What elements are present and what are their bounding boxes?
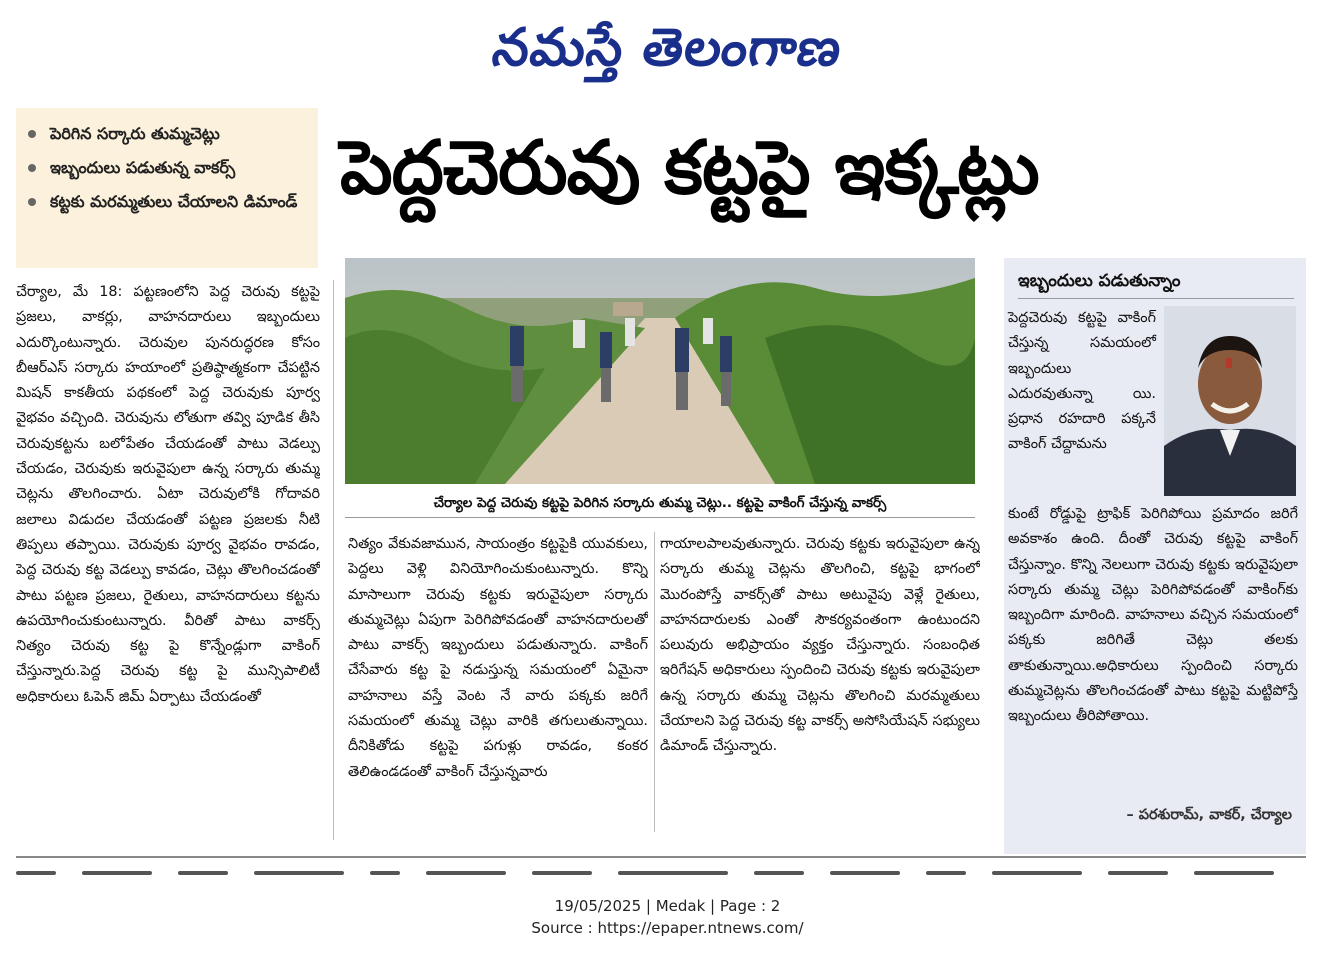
article-column-1: చేర్యాల, మే 18: పట్టణంలోని పెద్ద చెరువు కట్టపై ప్రజలు, వాకర్లు, వాహనదారులు ఇబ్బందులు ఎదుర్కొంటున్నారు. చెరువుల పునరుద్ధరణ కోసం బీఆర్ఎస్ సర్కారు హయాంలో ప్రతిష్ఠాత్మకంగా చేపట్టిన మిషన్ కాకతీయ పథకంలో పెద్ద చెరువుకు పూర్వ వైభవం వచ్చింది. చెరువును లోతుగా తవ్వి పూడిక తీసి చెరువుకట్టను బలోపేతం చేయడంతో పాటు వెడల్పు చేయడం, చెరువుకు ఇరువైపులా ఉన్న సర్కారు తుమ్మ చెట్లను తొలగించారు. ఏటా చెరువులోకి గోదావరి జలాలు విడుదల చేయడంతో పట్టణ ప్రజలకు నీటి తిప్పలు తప్పాయి. చెరువుకు పూర్వ వైభవం రావడం, పెద్ద చెరువు కట్ట వెడల్పు కావడం, చెట్లు తొలగించడంతో పాటు పట్టణ ప్రజలు, రైతులు, వాహనదారులు కట్టను ఉపయోగించుకుంటున్నారు. వీరితో పాటు వాకర్స్ నిత్యం చెరువు కట్ట పై కొన్నేండ్లుగా వాకింగ్ చేస్తున్నారు.పెద్ద చెరువు కట్ట పై మున్సిపాలిటీ అధికారులు ఓపెన్ జిమ్ ఏర్పాటు చేయడంతో (16, 284, 320, 705)
newspaper-logo-title: నమస్తే తెలంగాణ (488, 17, 847, 78)
highlight-text: ఇబ్బందులు పడుతున్న వాకర్స్ (50, 158, 236, 177)
sidebox-quote-bottom: కుంటే రోడ్డుపై ట్రాఫిక్ పెరిగిపోయి ప్రమాదం జరిగే అవకాశం ఉంది. దీంతో చెరువు కట్టపై వాకింగ్ చేస్తున్నాం. కొన్ని నెలలుగా చెరువు కట్టకు ఇరువైపులా సర్కారు తుమ్మ చెట్లు పెరిగిపోవడంతో వాకింగ్‌కు ఇబ్బందిగా మారింది. వాహనాలు వచ్చిన సమయంలో పక్కకు జరిగితే చెట్లు తలకు తాకుతున్నాయి.అధికారులు స్పందించి సర్కారు తుమ్మచెట్లను తొలగించడంతో పాటు కట్టపై మట్టిపోస్తే ఇబ్బందులు తీరిపోతాయి. (1008, 506, 1298, 725)
highlight-text: కట్టకు మరమ్మతులు చేయాలని డిమాండ్ (50, 192, 298, 211)
column-divider (654, 532, 655, 832)
masthead (0, 8, 1335, 90)
quote-sidebox (1004, 258, 1306, 854)
highlights-box (16, 108, 318, 268)
article-column-3: గాయాలపాలవుతున్నారు. చెరువు కట్టకు ఇరువైపులా ఉన్న సర్కారు తుమ్మ చెట్లను తొలగించి, కట్టపై భాగంలో మొరంపోస్తే వాకర్స్‌తో పాటు అటువైపు వెళ్లే రైతులు, వాహనదారులకు ఎంతో సౌకర్యవంతంగా ఉంటుందని పలువురు అభిప్రాయం వ్యక్తం చేస్తున్నారు. సంబంధిత ఇరిగేషన్ అధికారులు స్పందించి చెరువు కట్టకు ఇరువైపులా ఉన్న సర్కారు తుమ్మ చెట్లను తొలగించి మరమ్మతులు చేయాలని పెద్ద చెరువు కట్ట వాకర్స్ అసోసియేషన్ సభ్యులు డిమాండ్ చేస్తున్నారు. (660, 536, 980, 755)
bullet-dot-icon (28, 198, 36, 206)
walkers-on-bund-photo (345, 258, 975, 484)
highlight-text: పెరిగిన సర్కారు తుమ్మచెట్లు (50, 124, 220, 143)
footer-date-edition-page: 19/05/2025 | Medak | Page : 2 (554, 897, 781, 915)
photo-caption: చేర్యాల పెద్ద చెరువు కట్టపై పెరిగిన సర్కారు తుమ్మ చెట్లు.. కట్టపై వాకింగ్ చేస్తున్న వాకర్స్ (345, 488, 975, 518)
article-column-2: నిత్యం వేకువజామున, సాయంత్రం కట్టపైకి యువకులు, పెద్దలు వెళ్లి వినియోగించుకుంటున్నారు. కొన్ని మాసాలుగా చెరువు కట్టకు ఇరువైపులా సర్కారు తుమ్మచెట్లు ఏపుగా పెరిగిపోవడంతో వాహనదారులతో పాటు వాకర్స్ ఇబ్బందులు పడుతున్నారు. వాకింగ్ చేసేవారు కట్ట పై నడుస్తున్న సమయంలో ఏమైనా వాహనాలు వస్తే వెంట నే వారు పక్కకు జరిగే సమయంలో తుమ్మ చెట్లు వారికి తగులుతున్నాయి. దీనికితోడు కట్టపై పగుళ్లు రావడం, కంకర తెలిఉండడంతో వాకింగ్ చేస్తున్నవారు (348, 536, 648, 780)
bullet-dot-icon (28, 130, 36, 138)
sidebox-quote-top: పెద్దచెరువు కట్టపై వాకింగ్ చేస్తున్న సమయంలో ఇబ్బందులు ఎదురవుతున్నా యి. ప్రధాన రహదారి పక్కనే వాకింగ్ చేద్దామను (1008, 310, 1156, 453)
highlight-item (28, 156, 308, 179)
bullet-dot-icon (28, 164, 36, 172)
highlight-item (28, 122, 308, 145)
sidebox-title: ఇబ్బందులు పడుతున్నాం (1018, 271, 1181, 291)
person-portrait-photo (1164, 306, 1296, 496)
highlight-item (28, 190, 308, 213)
article-photo (345, 258, 975, 484)
footer-source: Source : https://epaper.ntnews.com/ (531, 919, 804, 937)
sidebox-divider (1018, 298, 1294, 299)
interviewee-portrait (1164, 306, 1296, 496)
sidebox-byline: – పరశురామ్, వాకర్, చేర్యాల (1126, 807, 1292, 823)
clipped-next-article-strip (16, 868, 1306, 878)
article-headline: పెద్దచెరువు కట్టపై ఇక్కట్లు (340, 125, 1039, 211)
column-divider (333, 280, 334, 840)
page-bottom-rule (16, 856, 1306, 858)
